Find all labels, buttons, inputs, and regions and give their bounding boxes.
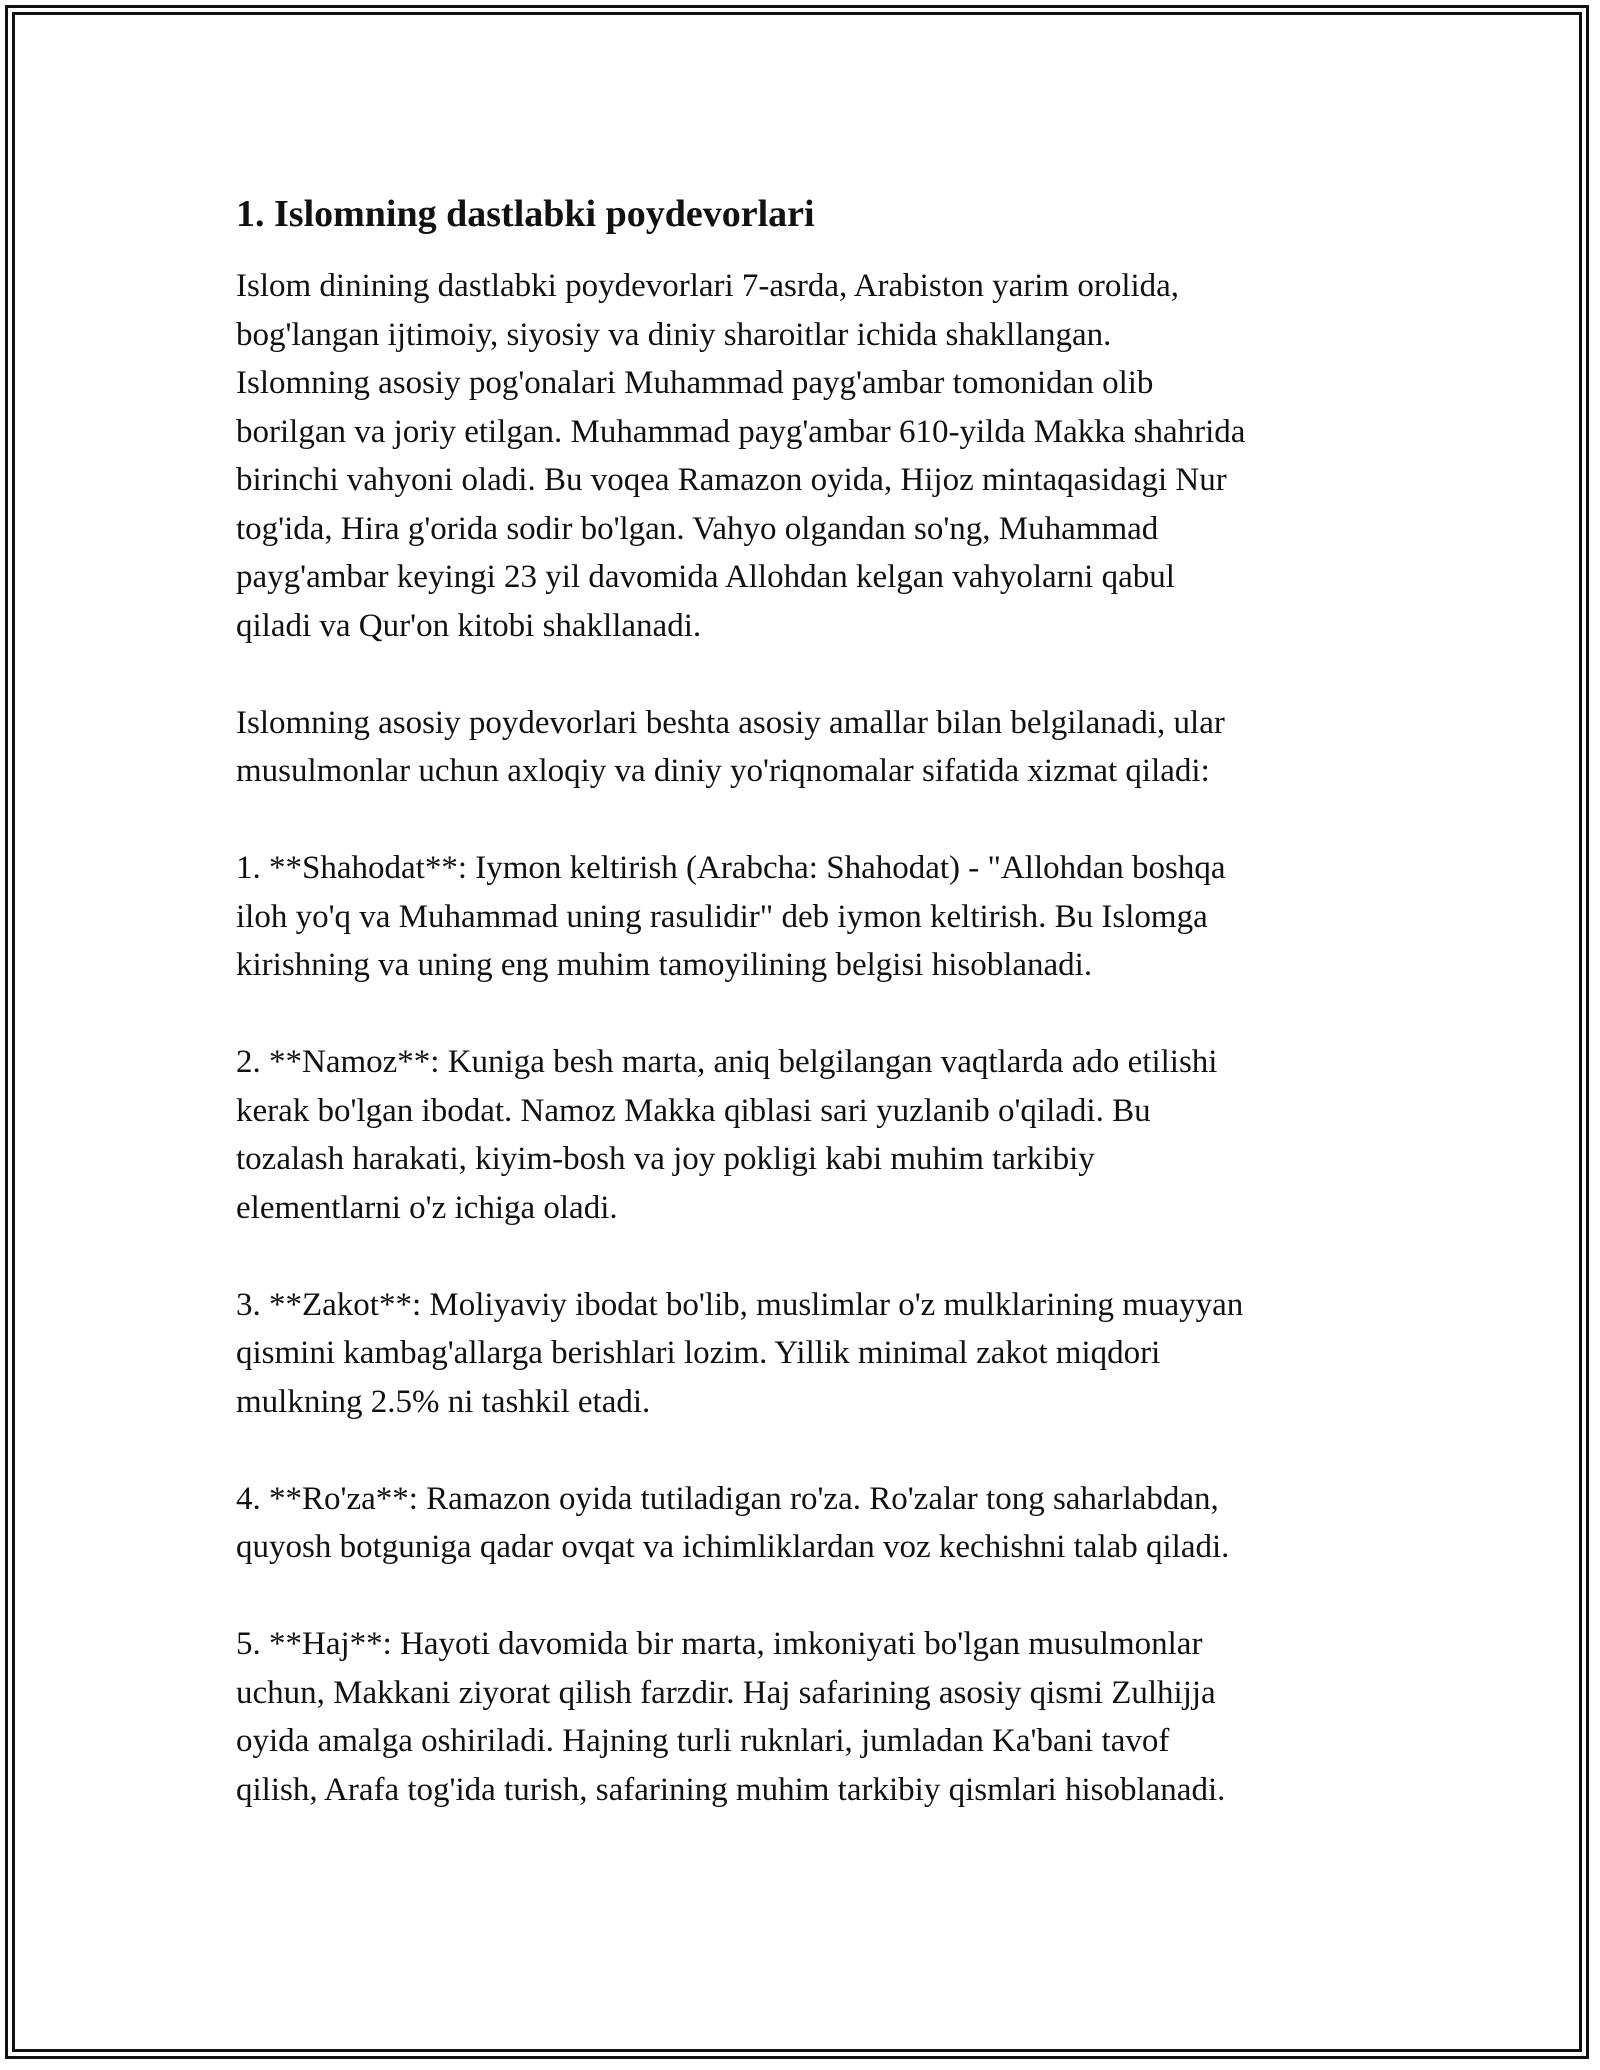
list-item-shahodat: 1. **Shahodat**: Iymon keltirish (Arabcha: Shahodat) - "Allohdan boshqa iloh yo'q va Muhammad uning rasulidir" deb iymon keltirish. Bu Islomga kirishning va uning eng muhim tamoyilining belgisi hisoblanadi. <box>236 850 1226 983</box>
list-item-namoz: 2. **Namoz**: Kuniga besh marta, aniq belgilangan vaqtlarda ado etilishi kerak bo'lgan ibodat. Namoz Makka qiblasi sari yuzlanib o'qiladi. Bu tozalash harakati, kiyim-bosh va joy pokligi kabi muhim tarkibiy elementlarni o'z ichiga oladi. <box>236 1044 1218 1226</box>
list-item-roza: 4. **Ro'za**: Ramazon oyida tutiladigan ro'za. Ro'zalar tong saharlabdan, quyosh botguniga qadar ovqat va ichimliklardan voz kechishni talab qiladi. <box>236 1480 1230 1565</box>
paragraph-spacer <box>236 990 1396 1039</box>
paragraph-spacer <box>236 796 1396 845</box>
list-item-haj: 5. **Haj**: Hayoti davomida bir marta, imkoniyati bo'lgan musulmonlar uchun, Makkani ziyorat qilish farzdir. Haj safarining asosiy qismi Zulhijja oyida amalga oshiriladi. Hajning turli ruknlari, jumladan Ka'bani tavof qilish, Arafa tog'ida turish, safarining muhim tarkibiy qismlari hisoblanadi. <box>236 1626 1226 1808</box>
paragraph-spacer <box>236 1232 1396 1281</box>
paragraph-spacer <box>236 1426 1396 1475</box>
paragraph-spacer <box>236 1572 1396 1621</box>
document-body <box>236 186 1396 1814</box>
paragraph-intro: Islom dinining dastlabki poydevorlari 7-asrda, Arabiston yarim orolida, bog'langan ijtimoiy, siyosiy va diniy sharoitlar ichida shakllangan. Islomning asosiy pog'onalari Muhammad payg'ambar tomonidan olib borilgan va joriy etilgan. Muhammad payg'ambar 610-yilda Makka shahrida birinchi vahyoni oladi. Bu voqea Ramazon oyida, Hijoz mintaqasidagi Nur tog'ida, Hira g'orida sodir bo'lgan. Vahyo olgandan so'ng, Muhammad payg'ambar keyingi 23 yil davomida Allohdan kelgan vahyolarni qabul qiladi va Qur'on kitobi shakllanadi. <box>236 268 1246 644</box>
list-item-zakot: 3. **Zakot**: Moliyaviy ibodat bo'lib, muslimlar o'z mulklarining muayyan qismini kambag'allarga berishlari lozim. Yillik minimal zakot miqdori mulkning 2.5% ni tashkil etadi. <box>236 1286 1244 1420</box>
paragraph-spacer <box>236 650 1396 699</box>
section-heading: 1. Islomning dastlabki poydevorlari <box>236 193 815 235</box>
paragraph-pillars-intro: Islomning asosiy poydevorlari beshta asosiy amallar bilan belgilanadi, ular musulmonlar uchun axloqiy va diniy yo'riqnomalar sifatida xizmat qiladi: <box>236 704 1225 789</box>
